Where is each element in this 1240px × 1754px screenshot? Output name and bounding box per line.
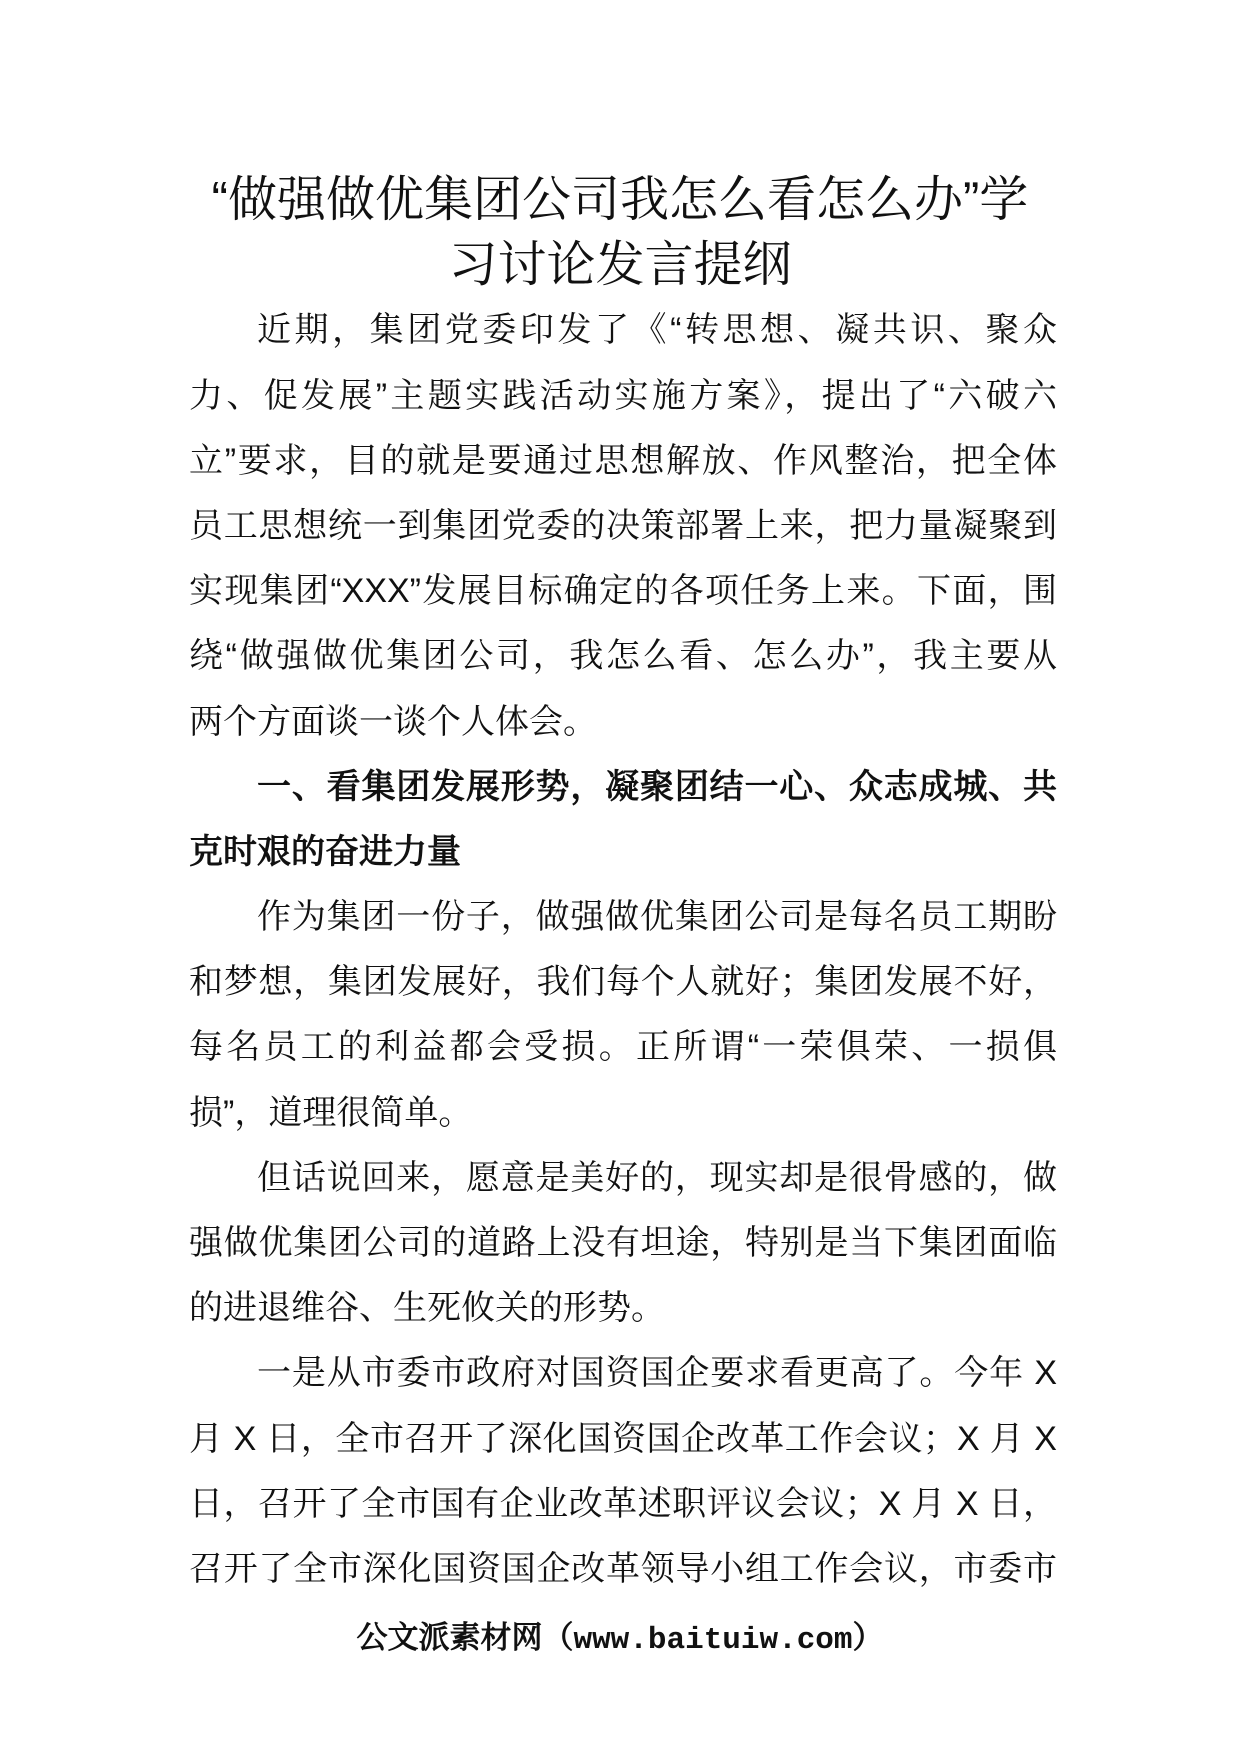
paragraph-line: 作为集团一份子，做强做优集团公司是每名员工期盼 [257,898,1057,937]
paragraph-line: 力、促发展”主题实践活动实施方案》，提出了“六破六 [189,376,1057,415]
paragraph-line: 的进退维谷、生死攸关的形势。 [189,1289,665,1328]
footer-watermark: 公文派素材网（www.baituiw.com） [356,1623,884,1658]
paragraph-line: 和梦想，集团发展好，我们每个人就好；集团发展不好， [189,963,1057,1002]
paragraph-line: 员工思想统一到集团党委的决策部署上来，把力量凝聚到 [189,506,1057,545]
document-body [189,298,1057,1602]
title-line: 习讨论发言提纲 [448,238,792,293]
paragraph-line: 一是从市委市政府对国资国企要求看更高了。今年 X [257,1354,1057,1393]
paragraph [189,1146,1057,1342]
paragraph-line: 两个方面谈一谈个人体会。 [189,702,597,741]
paragraph-line: 实现集团“XXX”发展目标确定的各项任务上来。下面，围 [189,572,1057,611]
paragraph-line: 近期，集团党委印发了《“转思想、凝共识、聚众 [257,311,1057,350]
title-line: “做强做优集团公司我怎么看怎么办”学 [211,173,1029,227]
paragraph [189,1341,1057,1602]
paragraph-line: 强做优集团公司的道路上没有坦途，特别是当下集团面临 [189,1224,1057,1263]
heading-line: 克时艰的奋进力量 [189,832,461,871]
paragraph-line: 但话说回来，愿意是美好的，现实却是很骨感的，做 [257,1158,1057,1197]
paragraph-line: 日，召开了全市国有企业改革述职评议会议；X 月 X 日， [189,1484,1057,1523]
heading-line: 一、看集团发展形势，凝聚团结一心、众志成城、共 [257,767,1057,806]
paragraph-line: 召开了全市深化国资国企改革领导小组工作会议，市委市 [189,1549,1057,1588]
paragraph-line: 立”要求，目的就是要通过思想解放、作风整治，把全体 [189,441,1057,480]
paragraph-line: 绕“做强做优集团公司，我怎么看、怎么办”，我主要从 [189,637,1057,676]
paragraph-line: 月 X 日，全市召开了深化国资国企改革工作会议；X 月 X [189,1419,1057,1458]
section-heading [189,755,1057,885]
paragraph-line: 每名员工的利益都会受损。正所谓“一荣俱荣、一损俱 [189,1028,1057,1067]
paragraph [189,885,1057,1146]
document-title [0,168,1240,298]
paragraph-line: 损”，道理很简单。 [189,1093,473,1132]
paragraph [189,298,1057,754]
